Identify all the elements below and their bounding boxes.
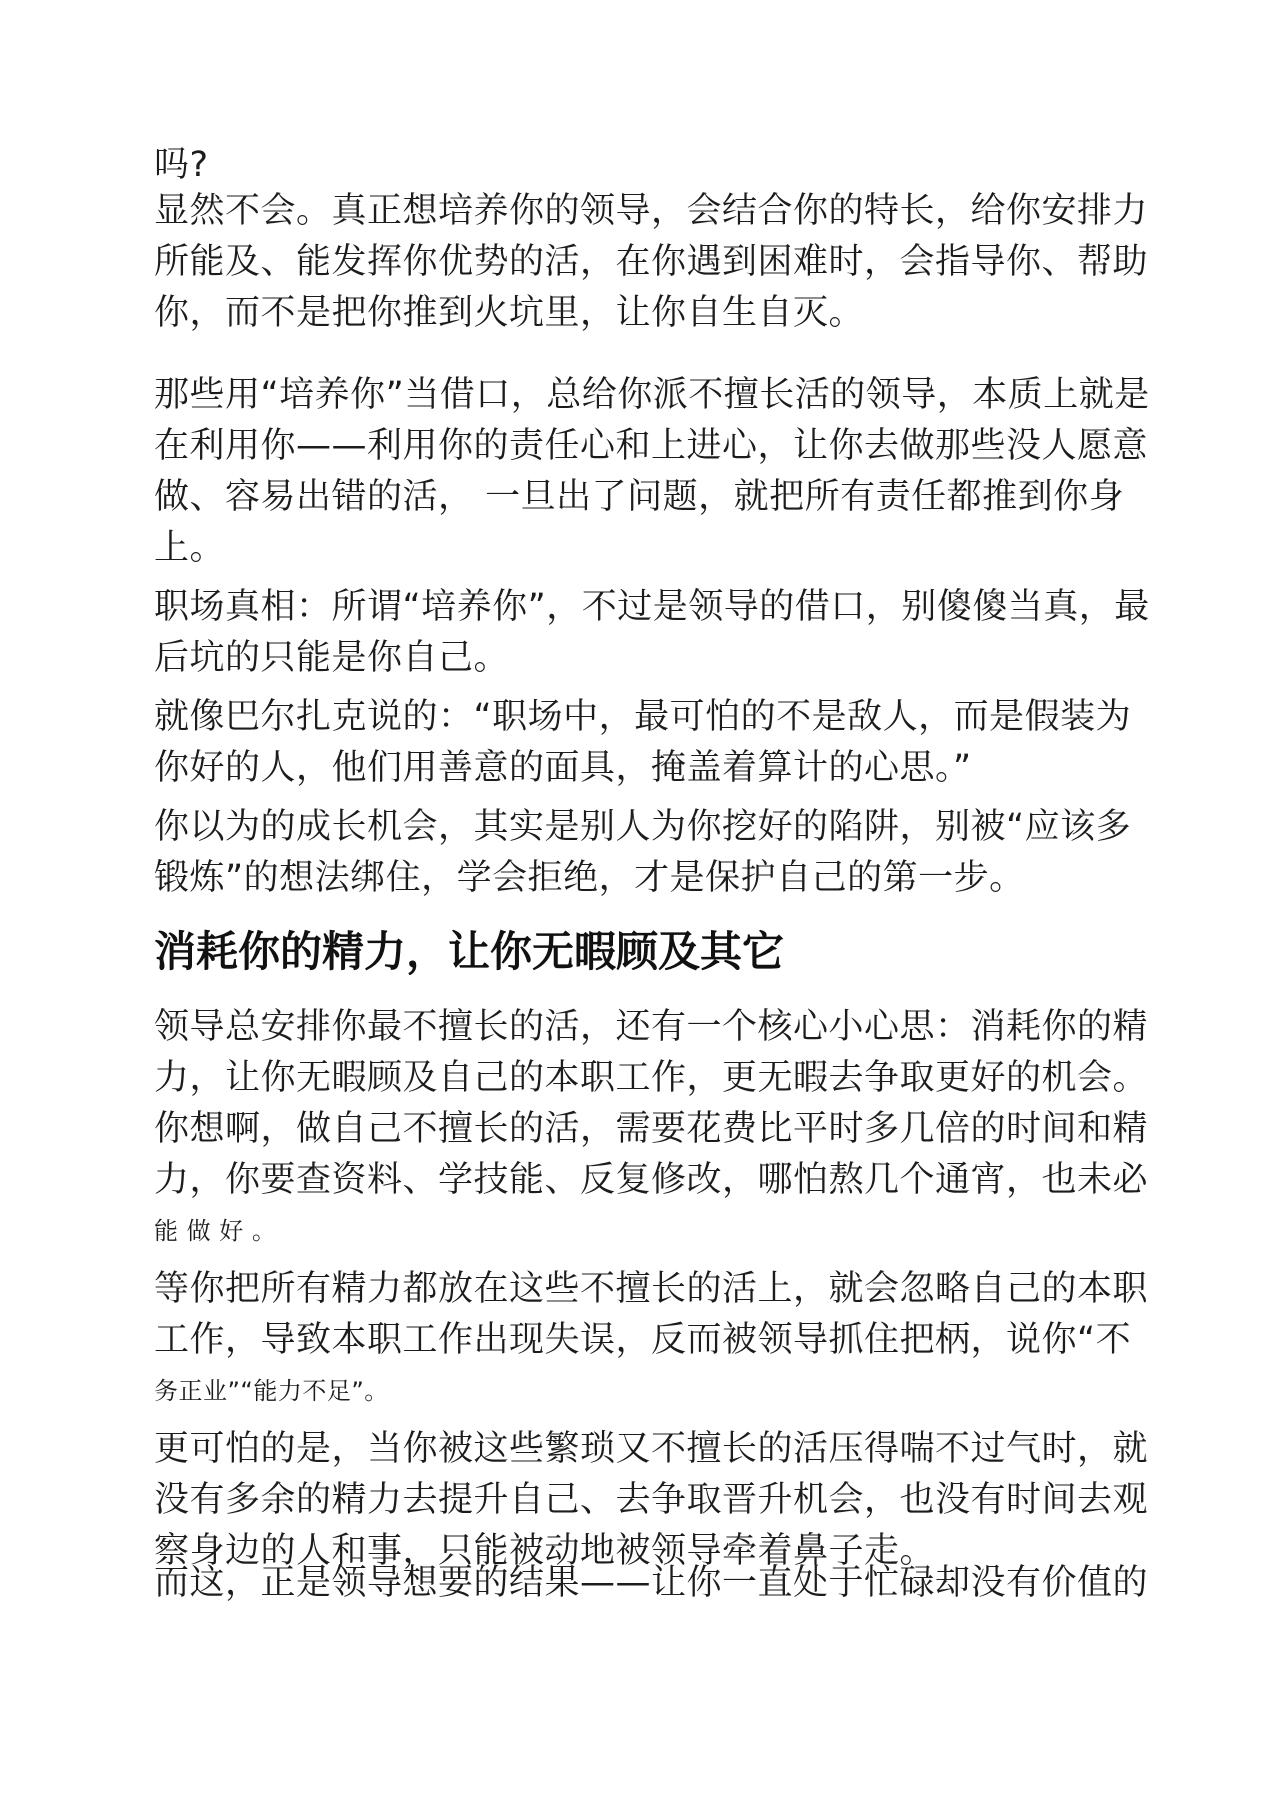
paragraph — [154, 1558, 1148, 1609]
text-line: 能 做 好 。 — [154, 1217, 277, 1245]
text-line: 就像巴尔扎克说的：“职场中，最可怕的不是敌人，而是假装为 — [154, 697, 1132, 737]
text-line: 没有多余的精力去提升自己、去争取晋升机会，也没有时间去观 — [154, 1480, 1149, 1520]
paragraph — [154, 140, 209, 191]
text-line: 工作，导致本职工作出现失误，反而被领导抓住把柄，说你“不 — [154, 1320, 1132, 1360]
text-line: 所能及、能发挥你优势的活，在你遇到困难时，会指导你、帮助 — [154, 242, 1149, 282]
text-line: 领导总安排你最不擅长的活，还有一个核心小心思：消耗你的精 — [154, 1007, 1149, 1047]
text-line: 更可怕的是，当你被这些繁琐又不擅长的活压得喘不过气时，就 — [154, 1429, 1149, 1469]
paragraph — [154, 1002, 1148, 1257]
section-heading: 消耗你的精力，让你无暇顾及其它 — [154, 927, 785, 976]
paragraph — [154, 582, 1150, 684]
text-line: 你，而不是把你推到火坑里，让你自生自灭。 — [154, 293, 865, 333]
text-line: 你好的人，他们用善意的面具，掩盖着算计的心思。” — [154, 748, 972, 788]
paragraph — [154, 370, 1150, 574]
paragraph — [154, 186, 1148, 339]
paragraph — [154, 1424, 1148, 1577]
text-line: 上。 — [154, 528, 226, 568]
text-line: 等你把所有精力都放在这些不擅长的活上，就会忽略自己的本职 — [154, 1269, 1149, 1309]
paragraph — [154, 802, 1131, 904]
text-line: 那些用“培养你”当借口，总给你派不擅长活的领导，本质上就是 — [154, 375, 1150, 415]
text-line: 做、容易出错的活， 一旦出了问题，就把所有责任都推到你身 — [154, 477, 1125, 517]
text-line: 而这，正是领导想要的结果——让你一直处于忙碌却没有价值的 — [154, 1563, 1149, 1603]
text-line: 显然不会。真正想培养你的领导，会结合你的特长，给你安排力 — [154, 191, 1149, 231]
text-line: 你想啊，做自己不擅长的活，需要花费比平时多几倍的时间和精 — [154, 1109, 1149, 1149]
text-line: 务正业”“能力不足”。 — [154, 1377, 389, 1405]
text-line: 察身边的人和事，只能被动地被领导牵着鼻子走。 — [154, 1531, 936, 1571]
text-line: 力，让你无暇顾及自己的本职工作，更无暇去争取更好的机会。 — [154, 1058, 1149, 1098]
text-line: 你以为的成长机会，其实是别人为你挖好的陷阱，别被“应该多 — [154, 807, 1132, 847]
paragraph — [154, 1264, 1148, 1417]
text-line: 在利用你——利用你的责任心和上进心，让你去做那些没人愿意 — [154, 426, 1149, 466]
text-line: 力，你要查资料、学技能、反复修改，哪怕熬几个通宵，也未必 — [154, 1160, 1149, 1200]
text-line: 职场真相：所谓“培养你”，不过是领导的借口，别傻傻当真，最 — [154, 587, 1150, 627]
text-line: 吗? — [154, 145, 209, 185]
text-line: 后坑的只能是你自己。 — [154, 638, 510, 678]
paragraph — [154, 692, 1131, 794]
text-line: 锻炼”的想法绑住，学会拒绝，才是保护自己的第一步。 — [154, 858, 1025, 898]
